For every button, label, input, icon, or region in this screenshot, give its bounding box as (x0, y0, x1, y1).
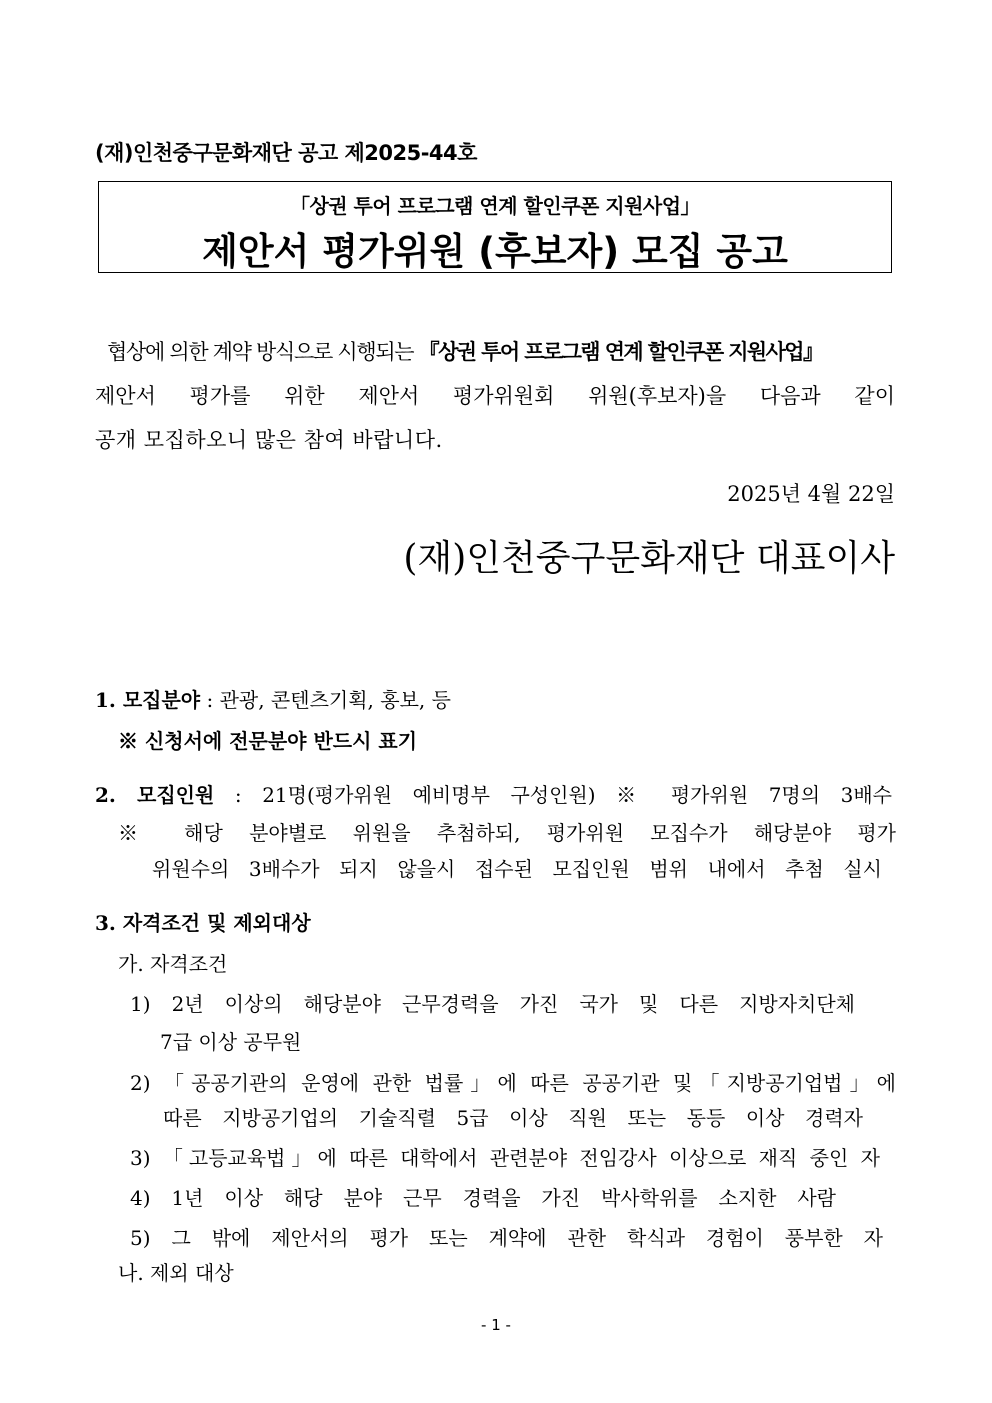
section2-note-2: 위원수의 3배수가 되지 않을시 접수된 모집인원 범위 내에서 추첨 실시 (152, 857, 882, 881)
item4-text: 4) 1년 이상 해당 분야 근무 경력을 가진 박사학위를 소지한 사람 (130, 1186, 836, 1210)
item2-text-2: 따른 지방공기업의 기술직렬 5급 이상 직원 또는 동등 이상 경력자 (163, 1106, 863, 1130)
item2-line-2 (163, 1102, 863, 1131)
intro-project-name: 『상권 투어 프로그램 연계 할인쿠폰 지원사업』 (418, 340, 823, 364)
intro-line-3: 공개 모집하오니 많은 참여 바랍니다. (95, 428, 443, 452)
signature: (재)인천중구문화재단 대표이사 (403, 538, 895, 579)
section1-note (118, 725, 417, 754)
section3-heading-line (95, 907, 311, 936)
section3-sub-b: 나. 제외 대상 (118, 1261, 234, 1285)
intro-paragraph (95, 330, 895, 462)
section2-note-line-1 (118, 817, 896, 846)
section1-note-text: ※ 신청서에 전문분야 반드시 표기 (118, 729, 418, 753)
page-title: 제안서 평가위원 (후보자) 모집 공고 (202, 230, 788, 273)
item5-line (130, 1222, 883, 1251)
item3-line (130, 1142, 880, 1171)
item3-text: 3) 「고등교육법」에 따른 대학에서 관련분야 전임강사 이상으로 재직 중인 자 (130, 1146, 880, 1170)
item1-text-1: 1) 2년 이상의 해당분야 근무경력을 가진 국가 및 다른 지방자치단체 (130, 992, 855, 1016)
section2-line (95, 779, 892, 808)
intro-line-2: 제안서 평가를 위한 제안서 평가위원회 위원(후보자)을 다음과 같이 (95, 384, 895, 408)
intro-line-1-text: 협상에 의한 계약 방식으로 시행되는 (107, 340, 419, 364)
project-subtitle: 「상권 투어 프로그램 연계 할인쿠폰 지원사업」 (289, 194, 701, 218)
notice-date: 2025년 4월 22일 (727, 482, 895, 506)
section2-note-1: ※ 해당 분야별로 위원을 추첨하되, 평가위원 모집수가 해당분야 평가 (118, 821, 896, 845)
item4-line (130, 1182, 836, 1211)
notice-number: (재)인천중구문화재단 공고 제2025-44호 (95, 141, 477, 165)
section3-heading: 3. 자격조건 및 제외대상 (95, 911, 311, 935)
section1-heading: 1. 모집분야 (95, 688, 201, 712)
section2-line-inner (95, 779, 892, 808)
item1-line-1 (130, 988, 855, 1017)
section2-heading: 2. 모집인원 (95, 783, 215, 807)
item2-line-1 (130, 1067, 896, 1096)
section3-sub-a: 가. 자격조건 (118, 952, 228, 976)
section1-content: : 관광, 콘텐츠기획, 홍보, 등 (200, 688, 451, 712)
title-box (98, 181, 892, 273)
item1-line-2: 7급 이상 공무원 (160, 1030, 302, 1054)
section2-note-line-2 (152, 853, 882, 882)
section1-line (95, 684, 451, 713)
item5-text: 5) 그 밖에 제안서의 평가 또는 계약에 관한 학식과 경험이 풍부한 자 (130, 1226, 883, 1250)
item2-text-1: 2) 「공공기관의 운영에 관한 법률」에 따른 공공기관 및「지방공기업법」에 (130, 1071, 896, 1095)
page-number: - 1 - (481, 1316, 511, 1334)
intro-line-1 (95, 330, 895, 374)
section2-content: : 21명(평가위원 예비명부 구성인원) ※ 평가위원 7명의 3배수 (214, 783, 892, 807)
